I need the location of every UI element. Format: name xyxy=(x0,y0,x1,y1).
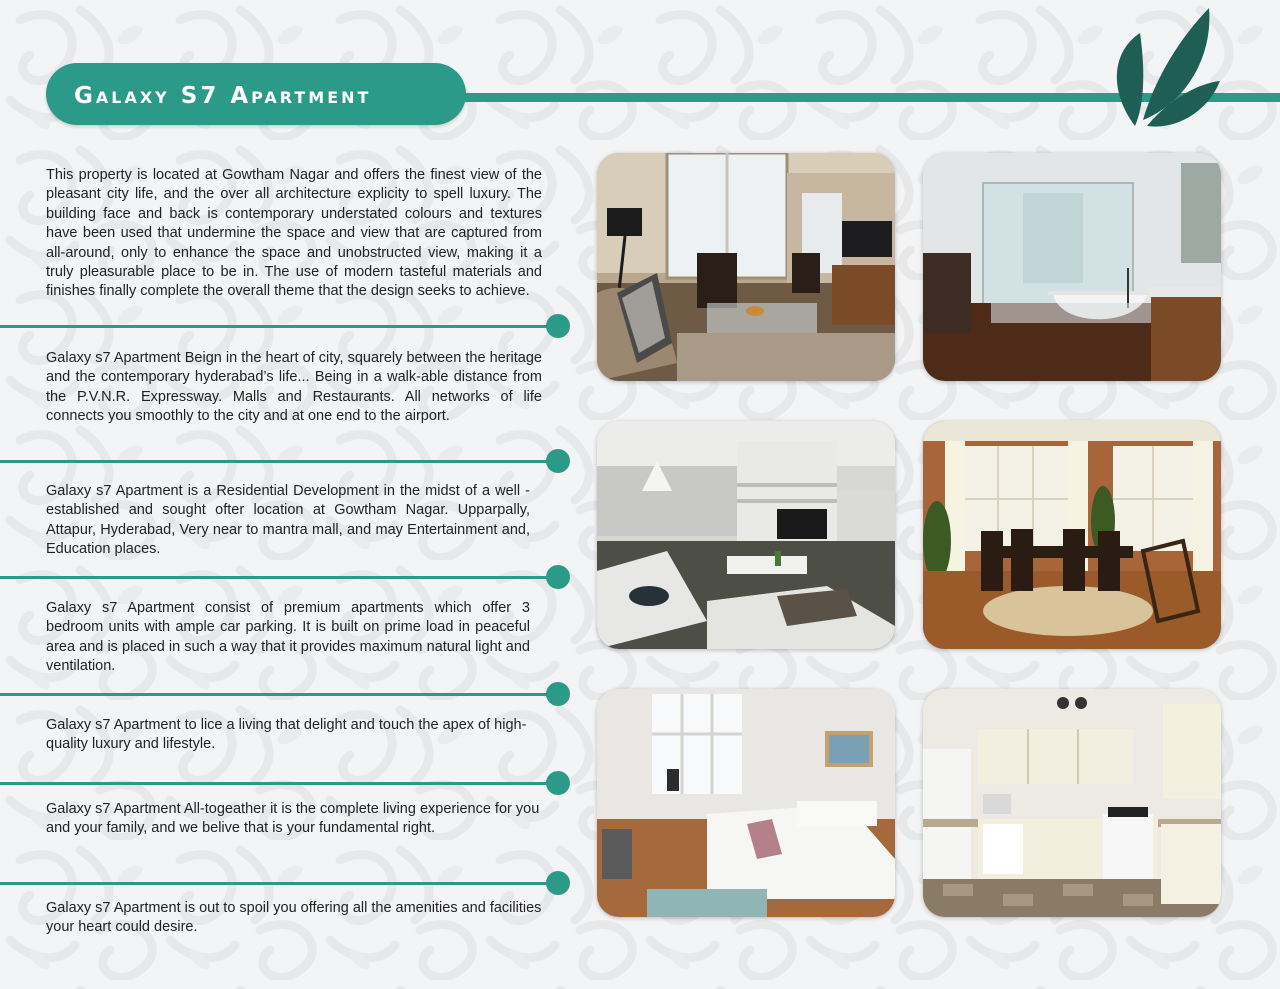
bathroom-photo xyxy=(923,153,1221,381)
open-plan-living-photo xyxy=(597,421,895,649)
living-room-photo xyxy=(597,153,895,381)
divider-dot xyxy=(546,771,570,795)
lifestyle-paragraph: Galaxy s7 Apartment to lice a living that delight and touch the apex of high-quality luxury and lifestyle. xyxy=(46,717,527,753)
section-divider xyxy=(0,882,552,885)
section-divider xyxy=(0,576,552,579)
divider-dot xyxy=(546,871,570,895)
intro-paragraph: This property is located at Gowtham Nagar and offers the finest view of the pleasant city life, and the over all architecture explicity to spell luxury. The building face and back is contemporary understated colours and textures have been used that undermine the space and view that are captured from all-around, only to enhance the space and unobstructed view, making it a truly pleasurable place to be in. The use of modern tasteful materials and finishes finally complete the overall theme that the design seeks to achieve. xyxy=(46,167,542,300)
leaf-logo-icon xyxy=(1105,8,1220,130)
location-paragraph: Galaxy s7 Apartment Beign in the heart of city, squarely between the heritage and the contemporary hyderabad’s life... Being in a walk-able distance from the P.V.N.R. Expressway. Malls and Restaurants. All networks of life connects you smoothly to the city and at one end to the airport. xyxy=(46,350,542,425)
bedroom-photo xyxy=(597,689,895,917)
divider-dot xyxy=(546,565,570,589)
development-paragraph: Galaxy s7 Apartment is a Residential Development in the midst of a well - established and sought ofter location at Gowtham Nagar. Upparpally, Attapur, Hyderabad, Very near to mantra mall, and may Entertainment and, Education places. xyxy=(46,483,530,558)
amenities-paragraph: Galaxy s7 Apartment is out to spoil you offering all the amenities and facilities your heart could desire. xyxy=(46,900,542,936)
living-experience-paragraph: Galaxy s7 Apartment All-togeather it is the complete living experience for you and your family, and we belive that is your fundamental right. xyxy=(46,801,540,837)
page-title: Galaxy S7 Apartment xyxy=(74,83,372,109)
divider-dot xyxy=(546,449,570,473)
section-divider xyxy=(0,460,552,463)
divider-dot xyxy=(546,314,570,338)
apartments-paragraph: Galaxy s7 Apartment consist of premium apartments which offer 3 bedroom units with ample car parking. It is built on prime load in peaceful area and is placed in such a way that it provides maximum natural light and ventilation. xyxy=(46,600,530,675)
kitchen-photo xyxy=(923,689,1221,917)
dining-room-photo xyxy=(923,421,1221,649)
section-divider xyxy=(0,693,552,696)
section-divider xyxy=(0,782,552,785)
divider-dot xyxy=(546,682,570,706)
section-divider xyxy=(0,325,552,328)
